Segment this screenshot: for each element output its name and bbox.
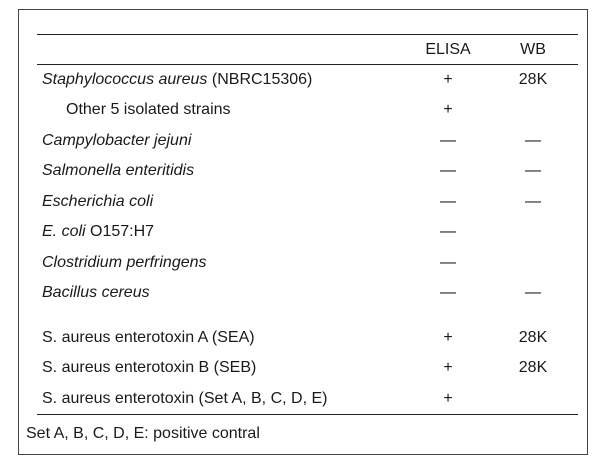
row-0-wb: 28K bbox=[518, 71, 548, 88]
row-3-organism-italic: Salmonella enteritidis bbox=[42, 162, 195, 179]
row-7-organism bbox=[42, 283, 150, 303]
row-1-organism-plain: Other 5 isolated strains bbox=[66, 101, 231, 118]
row-2-organism-italic: Campylobacter jejuni bbox=[42, 132, 192, 149]
header-elisa: ELISA bbox=[425, 41, 471, 58]
row-8-wb: 28K bbox=[518, 329, 548, 346]
row-9-elisa: + bbox=[443, 359, 453, 376]
row-2-elisa: — bbox=[440, 132, 456, 149]
row-0-elisa: + bbox=[443, 71, 453, 88]
row-5-organism-plain: O157:H7 bbox=[85, 223, 155, 240]
row-8-organism bbox=[42, 328, 255, 348]
row-7-wb: — bbox=[525, 284, 541, 301]
row-4-wb: — bbox=[525, 193, 541, 210]
row-1-organism bbox=[66, 100, 231, 120]
row-3-wb: — bbox=[525, 162, 541, 179]
row-0-organism bbox=[42, 70, 312, 90]
header-wb: WB bbox=[520, 41, 546, 58]
row-4-elisa: — bbox=[440, 193, 456, 210]
row-9-wb: 28K bbox=[518, 359, 548, 376]
table-footnote: Set A, B, C, D, E: positive contral bbox=[26, 425, 260, 442]
row-0-organism-plain: (NBRC15306) bbox=[207, 71, 313, 88]
row-5-organism bbox=[42, 222, 154, 242]
row-6-elisa: — bbox=[440, 254, 456, 271]
row-1-elisa: + bbox=[443, 101, 453, 118]
row-10-elisa: + bbox=[443, 390, 453, 407]
row-4-organism bbox=[42, 192, 153, 212]
row-4-organism-italic: Escherichia coli bbox=[42, 193, 154, 210]
row-2-organism bbox=[42, 131, 191, 151]
row-10-organism-plain: S. aureus enterotoxin (Set A, B, C, D, E) bbox=[42, 390, 328, 407]
table-top-rule bbox=[37, 34, 578, 35]
row-0-organism-italic: Staphylococcus aureus bbox=[42, 71, 208, 88]
row-8-organism-plain: S. aureus enterotoxin A (SEA) bbox=[42, 329, 255, 346]
row-3-organism bbox=[42, 161, 194, 181]
table-header-rule bbox=[37, 64, 578, 65]
row-2-wb: — bbox=[525, 132, 541, 149]
row-5-elisa: — bbox=[440, 223, 456, 240]
row-7-organism-italic: Bacillus cereus bbox=[42, 284, 150, 301]
row-9-organism bbox=[42, 358, 256, 378]
row-6-organism bbox=[42, 253, 207, 273]
row-10-organism bbox=[42, 389, 327, 409]
row-6-organism-italic: Clostridium perfringens bbox=[42, 254, 207, 271]
row-3-elisa: — bbox=[440, 162, 456, 179]
row-9-organism-plain: S. aureus enterotoxin B (SEB) bbox=[42, 359, 257, 376]
row-7-elisa: — bbox=[440, 284, 456, 301]
row-8-elisa: + bbox=[443, 329, 453, 346]
table-bottom-rule bbox=[37, 414, 578, 415]
row-5-organism-italic: E. coli bbox=[42, 223, 86, 240]
